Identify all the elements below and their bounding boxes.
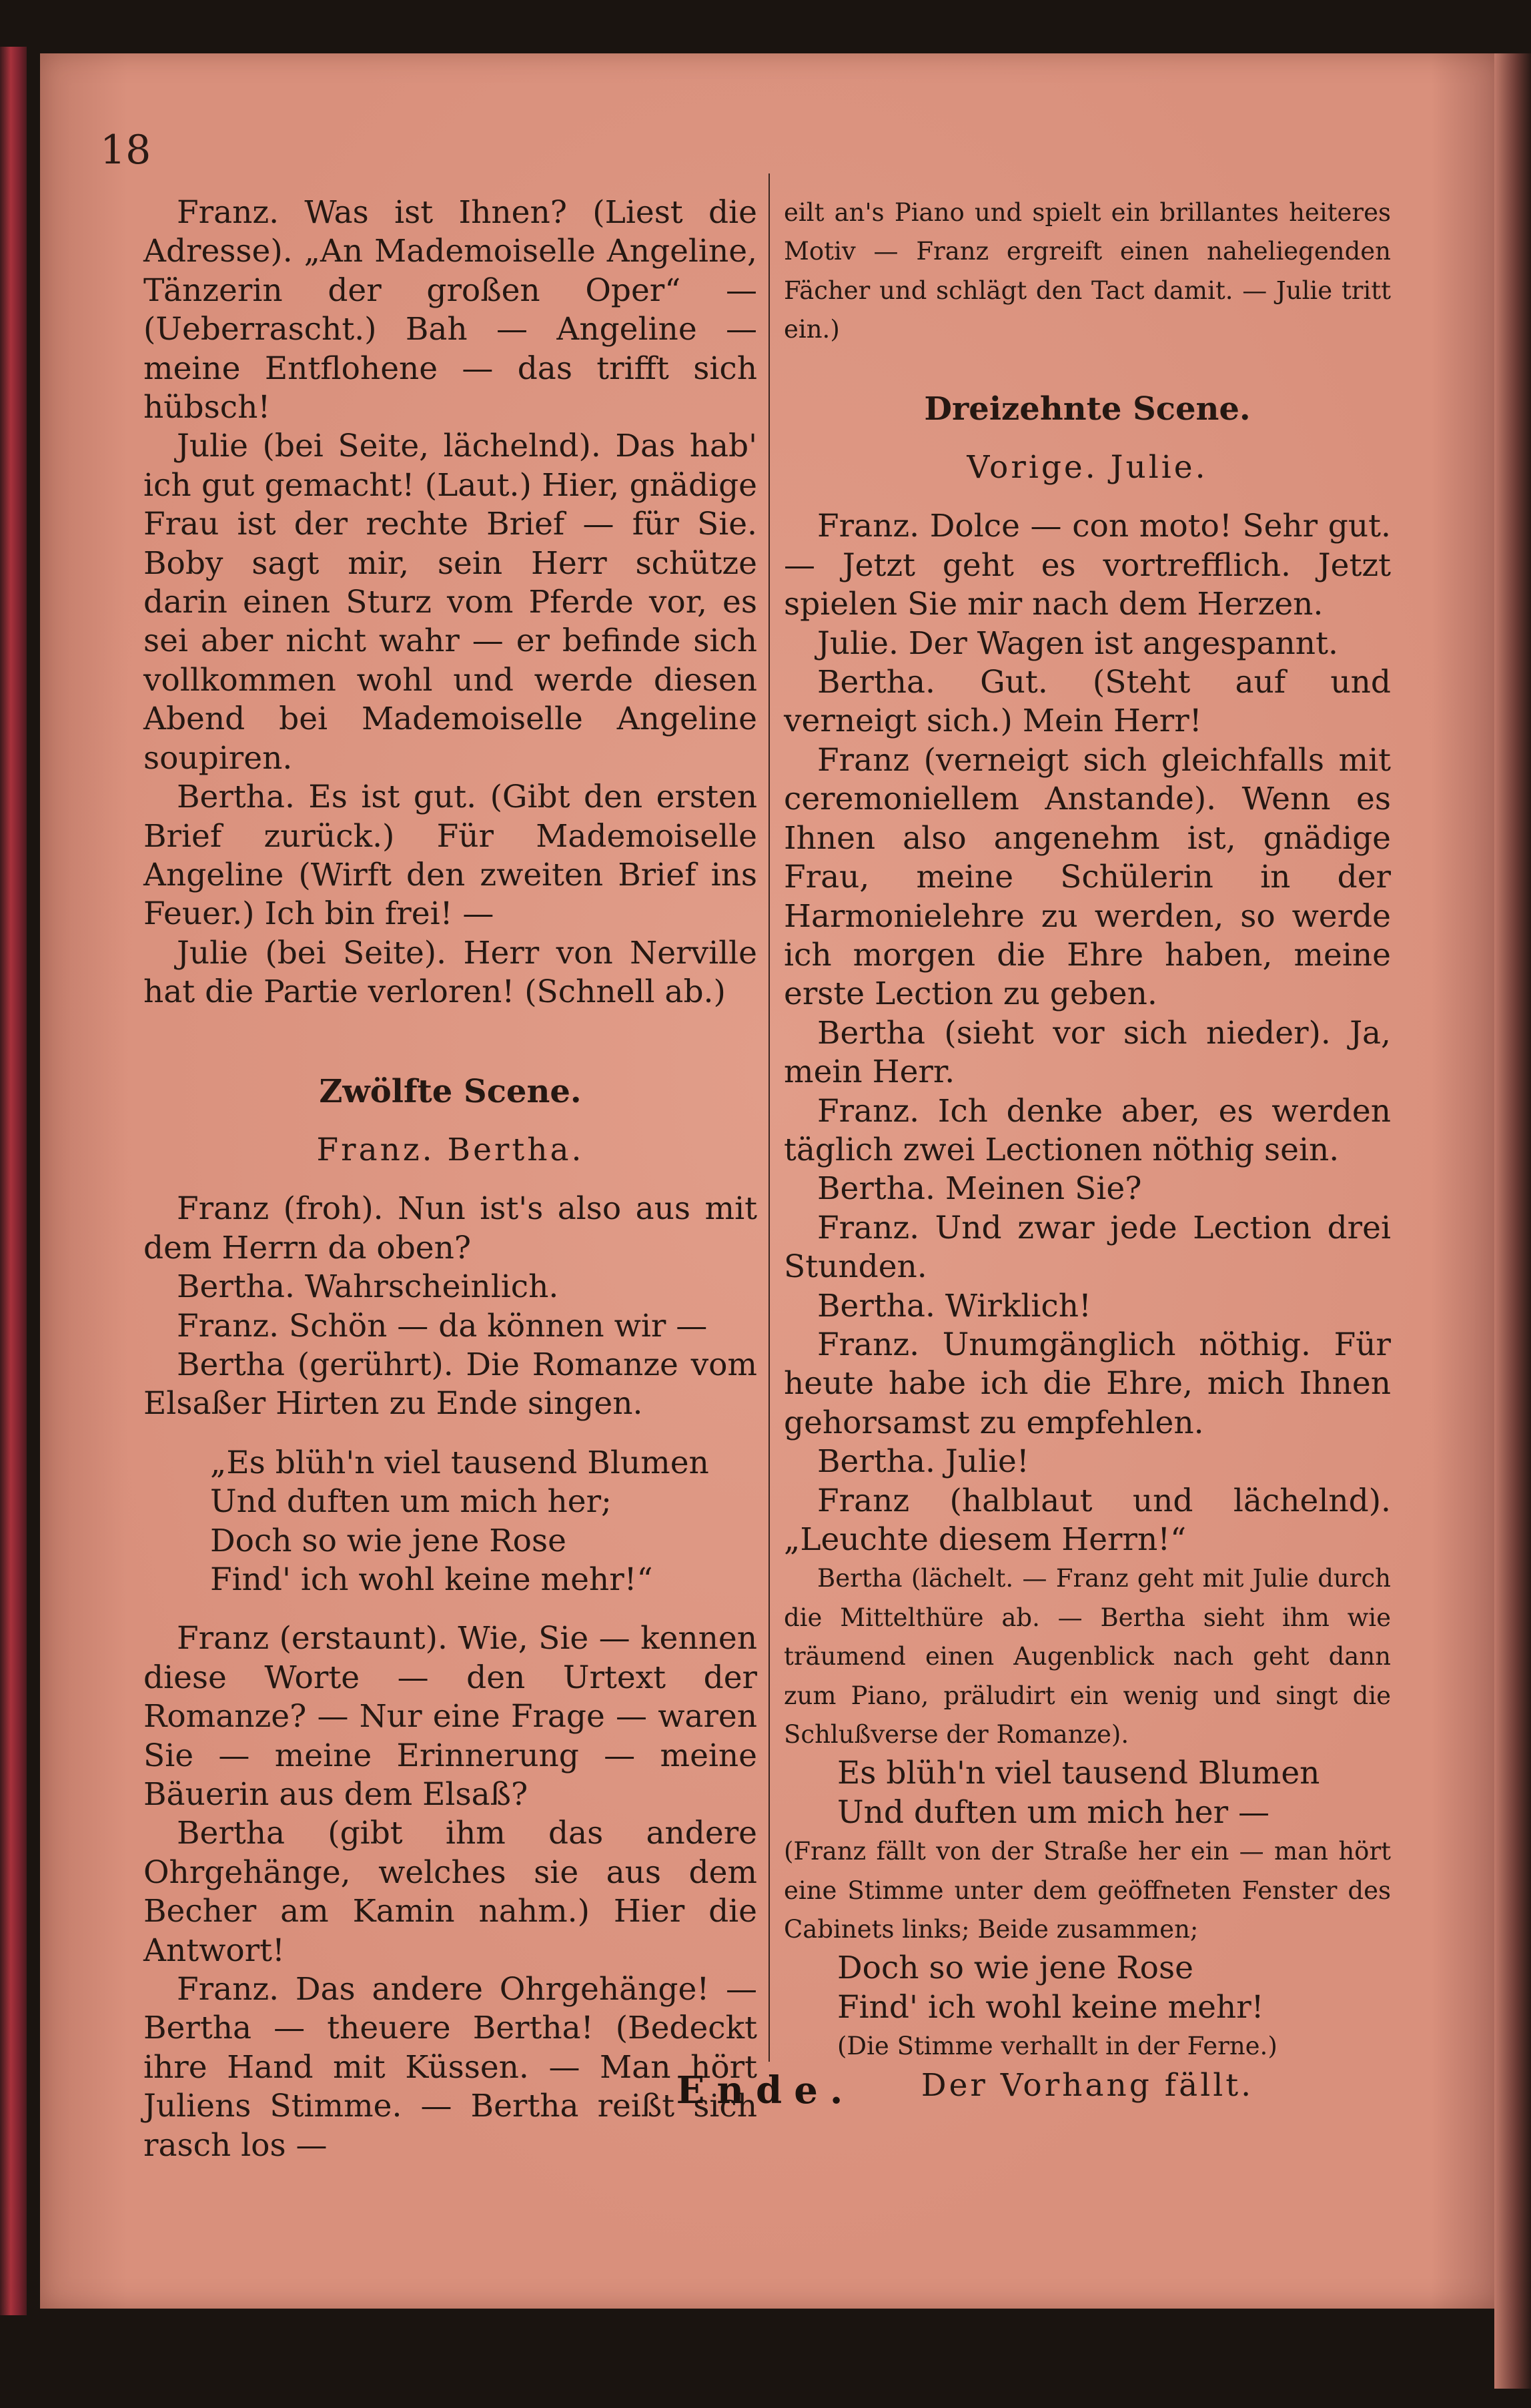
spacer	[143, 1012, 757, 1052]
verse-line: Und duften um mich her —	[837, 1793, 1269, 1831]
left-column	[143, 193, 757, 2165]
spacer	[143, 1170, 757, 1190]
paragraph: Franz. Das andere Ohrgehänge! — Bertha — theuere Bertha! (Bedeckt ihre Hand mit Küssen. — Man hört Juliens Stimme. — Bertha reißt sich rasch los —	[143, 1971, 757, 2164]
verse-line: Und duften um mich her;	[210, 1483, 612, 1521]
stage-direction: eilt an's Piano und spielt ein brillantes heiteres Motiv — Franz ergreift einen naheliegenden Fächer und schlägt den Tact damit. — Julie tritt ein.)	[784, 198, 1391, 344]
paragraph: Julie (bei Seite, lächelnd). Das hab' ich gut gemacht! (Laut.) Hier, gnädige Frau ist der rechte Brief — für Sie. Boby sagt mir, sein Herr schütze darin einen Sturz vom Pferde vor, es sei aber nicht wahr — er befinde sich vollkommen wohl und werde diesen Abend bei Mademoiselle Angeline soupiren.	[143, 428, 757, 777]
paragraph: Franz (erstaunt). Wie, Sie — kennen diese Worte — den Urtext der Romanze? — Nur eine Frage — waren Sie — meine Erinnerung — meine Bäuerin aus dem Elsaß?	[143, 1620, 757, 1814]
ende-footer: Ende.	[676, 2068, 855, 2112]
verse-line: Find' ich wohl keine mehr!	[837, 1988, 1264, 2026]
stage-direction: (Franz fällt von der Straße her ein — man hört eine Stimme unter dem geöffneten Fenster des Cabinets links; Beide zusammen;	[784, 1837, 1391, 1944]
book-spine-edge	[0, 47, 27, 2315]
scene-heading: Zwölfte Scene.	[319, 1072, 582, 1110]
paragraph: Bertha. Julie!	[817, 1443, 1029, 1481]
paragraph: Franz (verneigt sich gleichfalls mit ceremoniellem Anstande). Wenn es Ihnen also angenehm ist, gnädige Frau, meine Schülerin in der Harmonielehre zu werden, so werde ich morgen die Ehre haben, meine erste Lection zu geben.	[784, 741, 1391, 1013]
stage-direction: (Die Stimme verhallt in der Ferne.)	[837, 2032, 1278, 2061]
spacer	[143, 1052, 757, 1072]
verse-line: „Es blüh'n viel tausend Blumen	[210, 1444, 709, 1481]
verse-line: Doch so wie jene Rose	[210, 1522, 566, 1559]
verse-line: Es blüh'n viel tausend Blumen	[837, 1755, 1320, 1792]
spacer	[143, 1424, 757, 1444]
paragraph: Franz. Schön — da können wir —	[177, 1307, 708, 1344]
paragraph: Bertha. Meinen Sie?	[817, 1170, 1142, 1208]
book-right-edge	[1494, 53, 1531, 2389]
scene-characters: Franz. Bertha.	[316, 1131, 584, 1168]
paragraph: Bertha. Wahrscheinlich.	[177, 1268, 559, 1306]
column-divider	[769, 173, 770, 2062]
paragraph: Bertha (sieht vor sich nieder). Ja, mein Herr.	[784, 1014, 1391, 1091]
paragraph: Franz (froh). Nun ist's also aus mit dem Herrn da oben?	[143, 1190, 757, 1266]
paragraph: Julie. Der Wagen ist angespannt.	[817, 625, 1338, 662]
scene-heading: Dreizehnte Scene.	[924, 390, 1251, 428]
paragraph: Franz (halblaut und lächelnd). „Leuchte diesem Herrn!“	[784, 1482, 1391, 1558]
paragraph: Julie (bei Seite). Herr von Nerville hat die Partie verloren! (Schnell ab.)	[143, 934, 757, 1011]
spacer	[143, 1111, 757, 1131]
spacer	[784, 428, 1391, 448]
paragraph: Bertha. Wirklich!	[817, 1287, 1091, 1324]
right-column	[784, 193, 1391, 2105]
curtain-line: Der Vorhang fällt.	[921, 2066, 1254, 2104]
scene-characters: Vorige. Julie.	[967, 449, 1208, 486]
verse-line: Find' ich wohl keine mehr!“	[210, 1561, 653, 1598]
spacer	[143, 1599, 757, 1619]
spacer	[784, 350, 1391, 390]
paragraph: Bertha (gerührt). Die Romanze vom Elsaßer Hirten zu Ende singen.	[143, 1346, 757, 1423]
paragraph: Bertha (gibt ihm das andere Ohrgehänge, welches sie aus dem Becher am Kamin nahm.) Hier die Antwort!	[143, 1815, 757, 1969]
verse-line: Doch so wie jene Rose	[837, 1950, 1193, 1987]
paragraph: Franz. Dolce — con moto! Sehr gut. — Jetzt geht es vortrefflich. Jetzt spielen Sie mir nach dem Herzen.	[784, 508, 1391, 623]
paragraph: Franz. Unumgänglich nöthig. Für heute habe ich die Ehre, mich Ihnen gehorsamst zu empfehlen.	[784, 1326, 1391, 1441]
spacer	[784, 487, 1391, 507]
paragraph: Bertha. Gut. (Steht auf und verneigt sich.) Mein Herr!	[784, 664, 1391, 740]
paragraph: Franz. Und zwar jede Lection drei Stunden.	[784, 1209, 1391, 1286]
stage-direction: Bertha (lächelt. — Franz geht mit Julie durch die Mittelthüre ab. — Bertha sieht ihm wie träumend einen Augenblick nach geht dann zum Piano, präludirt ein wenig und singt die Schlußverse der Romanze).	[784, 1564, 1391, 1749]
page-number: 18	[100, 127, 151, 173]
paragraph: Franz. Was ist Ihnen? (Liest die Adresse). „An Mademoiselle Angeline, Tänzerin der großen Oper“ — (Ueberrascht.) Bah — Angeline — meine Entflohene — das trifft sich hübsch!	[143, 194, 757, 426]
paragraph: Franz. Ich denke aber, es werden täglich zwei Lectionen nöthig sein.	[784, 1092, 1391, 1168]
paragraph: Bertha. Es ist gut. (Gibt den ersten Brief zurück.) Für Mademoiselle Angeline (Wirft den zweiten Brief ins Feuer.) Ich bin frei! —	[143, 779, 757, 933]
